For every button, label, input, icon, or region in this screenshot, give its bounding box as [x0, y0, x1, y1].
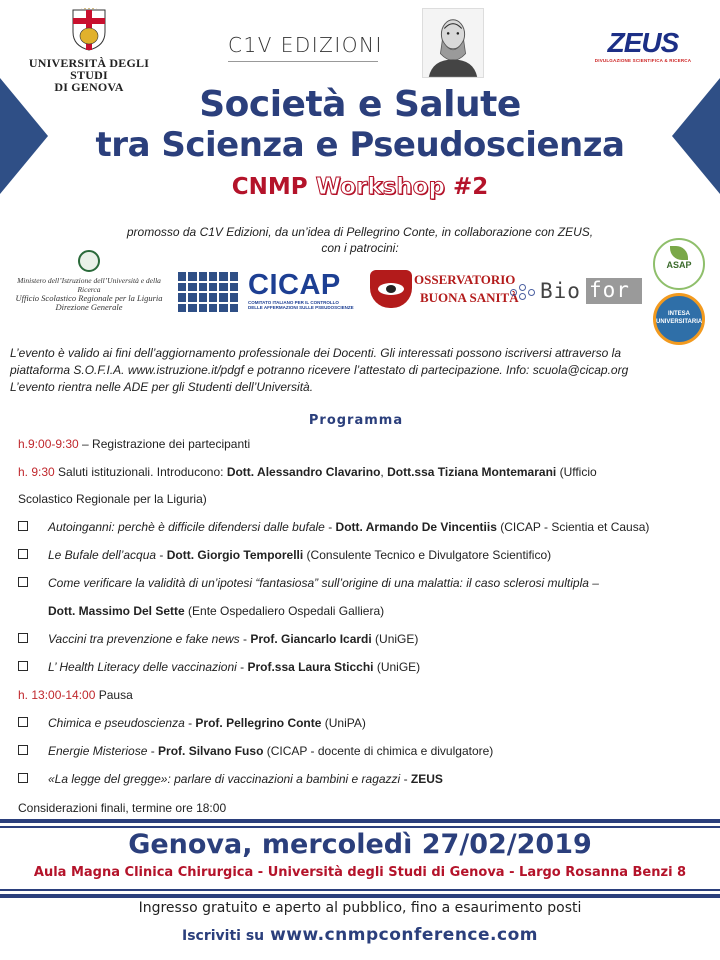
- checkbox-bullet-icon: [18, 577, 28, 587]
- talk-affiliation: (CICAP - docente di chimica e divulgatore): [263, 744, 494, 758]
- break-time: h. 13:00-14:00: [18, 688, 96, 702]
- talk-speaker: Prof. Silvano Fuso: [158, 744, 264, 758]
- cicap-subtitle-line1: COMITATO ITALIANO PER IL CONTROLLO: [248, 300, 339, 305]
- miur-line3: Direzione Generale: [55, 302, 123, 312]
- register-link[interactable]: www.cnmpconference.com: [270, 925, 538, 945]
- talk-item: [48, 547, 716, 563]
- checkbox-bullet-icon: [18, 521, 28, 531]
- talk-affiliation: (UniGE): [371, 632, 419, 646]
- talk-item: [48, 575, 716, 591]
- event-venue: Aula Magna Clinica Chirurgica - Università degli Studi di Genova - Largo Rosanna Benzi 8: [33, 865, 687, 880]
- talk-speaker: ZEUS: [410, 772, 443, 786]
- intesa-universitaria-logo: [653, 293, 705, 345]
- talk-title: Chimica e pseudoscienza: [48, 716, 185, 730]
- talk-affiliation: (CICAP - Scientia et Causa): [496, 520, 650, 534]
- talk-affiliation: (UniPA): [321, 716, 366, 730]
- observatory-line1: OSSERVATORIO: [414, 272, 516, 287]
- talk-title: Come verificare la validità di un’ipotesi “fantasiosa” sull’origine di una malattia: il caso sclerosi multipla –: [48, 576, 599, 590]
- program-heading: Programma: [308, 413, 404, 428]
- biofor-logo: [510, 278, 638, 306]
- registration-time: h.9:00-9:30: [18, 437, 79, 451]
- workshop-subtitle: [0, 174, 720, 200]
- cicap-logo: [248, 270, 364, 314]
- publisher-underline: [228, 61, 378, 62]
- talk-dash: -: [324, 520, 336, 534]
- galileo-portrait: [422, 8, 484, 78]
- entry-info: Ingresso gratuito e aperto al pubblico, fino a esaurimento posti: [138, 900, 582, 916]
- publisher-name: C1V EDIZIONI: [228, 33, 383, 57]
- title-line2: tra Scienza e Pseudoscienza: [95, 125, 625, 165]
- info-paragraph: [10, 345, 710, 396]
- checkbox-bullet-icon: [18, 633, 28, 643]
- intesa-line1: INTESA: [667, 311, 690, 317]
- event-date: Genova, mercoledì 27/02/2019: [128, 829, 592, 860]
- registration-line: [0, 925, 720, 945]
- info-line3: L’evento rientra nelle ADE per gli Studenti dell’Università.: [10, 380, 314, 394]
- leaf-icon: [670, 246, 688, 260]
- banner-bottom-rule-thin: [0, 889, 720, 891]
- talk-item: [48, 771, 716, 787]
- talk-title: Vaccini tra prevenzione e fake news: [48, 632, 240, 646]
- talk-affiliation: (Consulente Tecnico e Divulgatore Scientifico): [303, 548, 552, 562]
- talk-title: L’ Health Literacy delle vaccinazioni: [48, 660, 237, 674]
- zeus-tagline: DIVULGAZIONE SCIENTIFICA & RICERCA: [594, 58, 692, 63]
- biofor-dots-icon: [510, 282, 540, 302]
- cicap-subtitle: [248, 300, 364, 310]
- greetings-person2: Dott.ssa Tiziana Montemarani: [387, 465, 557, 479]
- miur-emblem-icon: [78, 250, 100, 272]
- talk-dash: -: [236, 660, 248, 674]
- university-shield-icon: [71, 8, 107, 52]
- intesa-line2: UNIVERSITARIA: [656, 319, 703, 325]
- asap-logo: [653, 238, 705, 290]
- promoted-line2: con i patrocini:: [321, 241, 399, 255]
- talk-dash: -: [147, 744, 159, 758]
- university-name-line1: UNIVERSITÀ DEGLI STUDI: [28, 56, 150, 82]
- talk-dash: -: [156, 548, 167, 562]
- talk-dash: -: [239, 632, 251, 646]
- miur-line1: Ministero dell’Istruzione dell’Università e della Ricerca: [17, 276, 161, 294]
- greetings-separator: ,: [380, 465, 388, 479]
- banner-top-rule: [0, 819, 720, 823]
- title-line1: Società e Salute: [199, 84, 521, 125]
- checkbox-bullet-icon: [18, 745, 28, 755]
- program-break: [18, 687, 718, 703]
- greetings-line2: Scolastico Regionale per la Liguria): [18, 492, 207, 506]
- university-logo: [10, 8, 168, 94]
- program-closing: Considerazioni finali, termine ore 18:00: [18, 801, 227, 815]
- cicap-name: CICAP: [248, 269, 341, 301]
- talk-speaker: Prof. Giancarlo Icardi: [250, 632, 372, 646]
- grid-logo: [178, 272, 238, 312]
- talk-item: [48, 715, 716, 731]
- checkbox-bullet-icon: [18, 661, 28, 671]
- talk-affiliation: (Ente Ospedaliero Ospedali Galliera): [184, 604, 385, 618]
- asap-name: ASAP: [666, 260, 692, 270]
- greetings-time: h. 9:30: [18, 465, 55, 479]
- talk-speaker: Dott. Giorgio Temporelli: [166, 548, 304, 562]
- talk-title: «La legge del gregge»: parlare di vaccinazioni a bambini e ragazzi: [48, 772, 401, 786]
- cicap-subtitle-line2: DELLE AFFERMAZIONI SULLE PSEUDOSCIENZE: [248, 305, 354, 310]
- greetings-text: Saluti istituzionali. Introducono:: [54, 465, 227, 479]
- talk-dash: -: [184, 716, 196, 730]
- observatory-eye-icon: [370, 270, 412, 308]
- program-greetings: [18, 464, 718, 480]
- checkbox-bullet-icon: [18, 549, 28, 559]
- greetings-person1: Dott. Alessandro Clavarino: [226, 465, 381, 479]
- info-line1: L’evento è valido ai fini dell’aggiornamento professionale dei Docenti. Gli interessati possono iscriversi attraverso la: [10, 346, 621, 360]
- observatory-line2: BUONA SANITÀ: [420, 290, 519, 305]
- talk-item: [48, 659, 716, 675]
- subtitle-number: #2: [452, 174, 489, 200]
- university-name-line2: DI GENOVA: [54, 80, 124, 94]
- talk-speaker: Dott. Armando De Vincentiis: [335, 520, 497, 534]
- info-line2: piattaforma S.O.F.I.A. www.istruzione.it/pdgf e potranno ricevere l’attestato di partecipazione. Info: scuola@cicap.org: [10, 363, 629, 377]
- talk-title: Autoinganni: perchè è difficile difendersi dalle bufale: [48, 520, 325, 534]
- publisher-logo: [228, 33, 384, 57]
- observatory-logo: [370, 270, 519, 310]
- talk-item: [48, 631, 716, 647]
- subtitle-cnmp: CNMP: [231, 174, 308, 200]
- registration-text: – Registrazione dei partecipanti: [78, 437, 251, 451]
- banner-bottom-rule: [0, 894, 720, 898]
- talk-speaker: Prof. Pellegrino Conte: [195, 716, 322, 730]
- talk-speaker: Prof.ssa Laura Sticchi: [247, 660, 374, 674]
- talk-title: Energie Misteriose: [48, 744, 148, 758]
- subtitle-workshop: Workshop: [315, 174, 445, 200]
- banner-top-rule-thin: [0, 826, 720, 828]
- program-registration: [18, 436, 718, 452]
- talk-speaker: Dott. Massimo Del Sette: [48, 604, 185, 618]
- zeus-name: ZEUS: [607, 27, 679, 58]
- register-label: Iscriviti su: [182, 928, 265, 944]
- talk-item: [48, 519, 716, 535]
- talk-item-continued: [48, 603, 716, 619]
- break-text: Pausa: [95, 688, 133, 702]
- talk-title: Le Bufale dell’acqua: [48, 548, 157, 562]
- zeus-logo: [592, 28, 694, 66]
- talk-affiliation: (UniGE): [373, 660, 421, 674]
- miur-logo: [8, 250, 170, 322]
- promoted-line1: promosso da C1V Edizioni, da un’idea di Pellegrino Conte, in collaborazione con ZEUS,: [126, 225, 594, 239]
- checkbox-bullet-icon: [18, 773, 28, 783]
- greetings-affiliation: (Ufficio: [556, 465, 597, 479]
- checkbox-bullet-icon: [18, 717, 28, 727]
- talk-item: [48, 743, 716, 759]
- talk-dash: -: [400, 772, 411, 786]
- biofor-part2: for: [586, 278, 642, 304]
- miur-line2: Ufficio Scolastico Regionale per la Liguria: [15, 293, 163, 303]
- biofor-part1: Bio: [540, 279, 581, 303]
